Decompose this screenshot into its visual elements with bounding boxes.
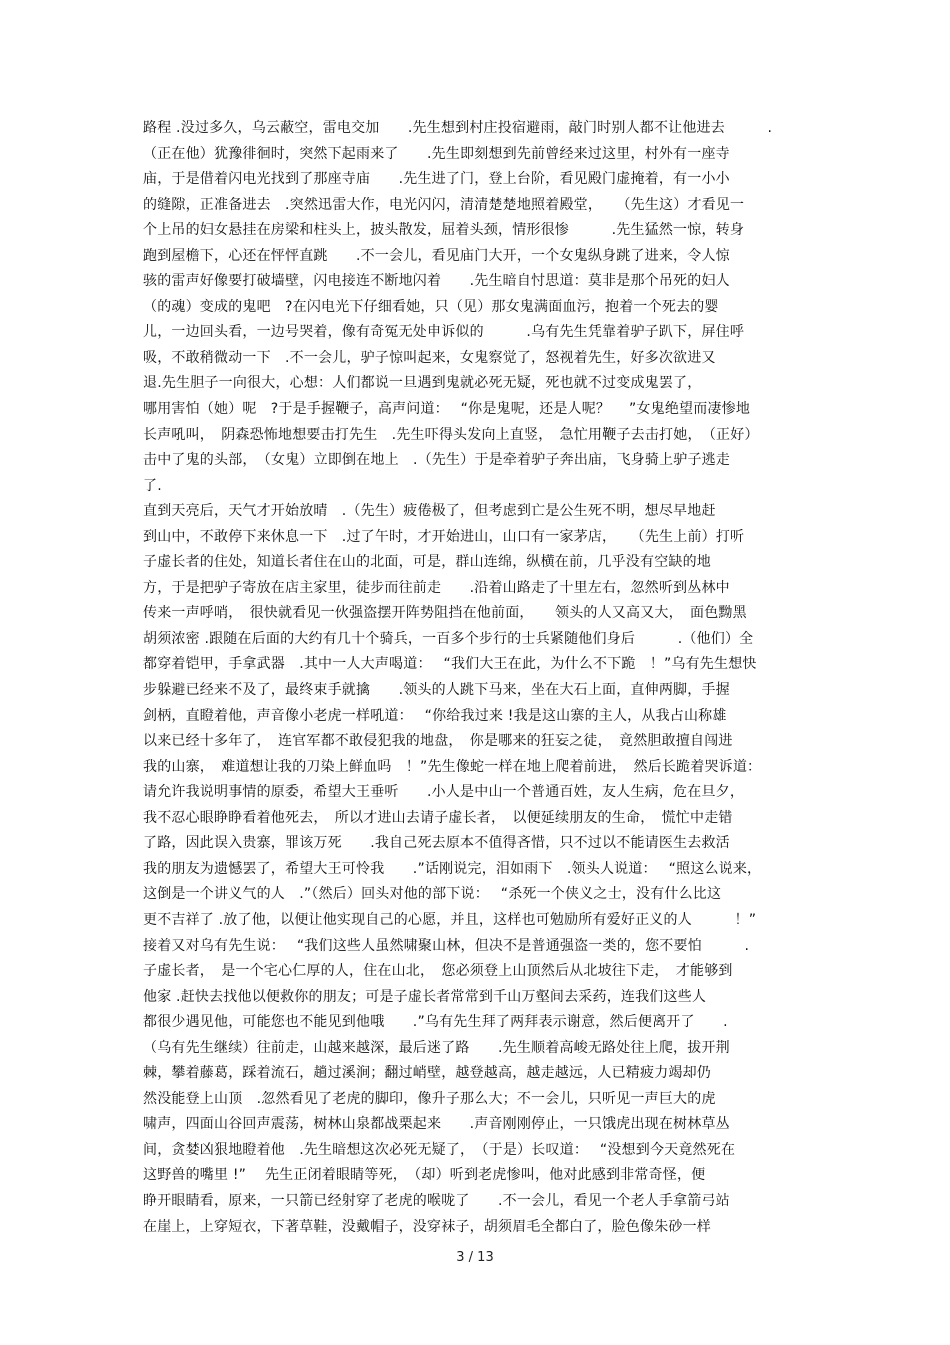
text-line: 请允许我说明事情的原委，希望大王垂听 .小人是中山一个普通百姓，友人生病，危在旦夕，	[143, 784, 745, 801]
text-line: 他家 .赶快去找他以便救你的朋友；可是子虚长者常常到千山万壑间去采药，连我们这些人	[143, 988, 707, 1005]
text-line: 我的朋友为遗憾罢了，希望大王可怜我 .”话刚说完，泪如雨下 .领头人说道： “照这么说来，	[143, 860, 762, 877]
text-line: 击中了鬼的头部， （女鬼）立即倒在地上 .（先生）于是牵着驴子奔出庙，飞身骑上驴子逃走	[143, 452, 731, 469]
text-line: （的魂）变成的鬼吧 ?在闪电光下仔细看她，只（见）那女鬼满面血污，抱着一个死去的婴	[143, 298, 719, 315]
text-line: 更不吉祥了 .放了他，以便让他实现自己的心愿，并且，这样也可勉励所有爱好正义的人 ！”	[143, 911, 757, 928]
text-line: 传来一声呼哨， 很快就看见一伙强盗摆开阵势阻挡在他前面， 领头的人又高又大， 面色黝黑	[143, 605, 747, 622]
text-line: 了路，因此误入贵寨，罪该万死 .我自己死去原本不值得吝惜，只不过以不能请医生去救活	[143, 835, 730, 852]
text-line: 的缝隙，正准备进去 .突然迅雷大作，电光闪闪，清清楚楚地照着殿堂， （先生这）才看见一	[143, 196, 745, 213]
text-line: 然没能登上山顶 .忽然看见了老虎的脚印，像升子那么大；不一会儿，只听见一声巨大的虎	[143, 1090, 716, 1107]
text-line: 子虚长者的住处，知道长者住在山的北面，可是，群山连绵，纵横在前，几乎没有空缺的地	[143, 554, 711, 571]
text-line: 了.	[143, 477, 162, 494]
text-line: 跑到屋檐下，心还在怦怦直跳 .不一会儿，看见庙门大开，一个女鬼纵身跳了进来，令人惊	[143, 247, 730, 264]
body-text	[143, 116, 823, 1240]
text-line: （乌有先生继续）往前走，山越来越深，最后迷了路 .先生顺着高峻无路处往上爬，拔开荆	[143, 1039, 730, 1056]
text-line: 啸声，四面山谷回声震荡，树林山泉都战栗起来 .声音刚刚停止，一只饿虎出现在树林草丛	[143, 1116, 730, 1133]
text-line: 在崖上，上穿短衣，下著草鞋，没戴帽子，没穿袜子，胡须眉毛全都白了，脸色像朱砂一样	[143, 1218, 711, 1235]
text-line: 退.先生胆子一向很大，心想：人们都说一旦遇到鬼就必死无疑，死也就不过变成鬼罢了，	[143, 375, 702, 392]
text-line: 个上吊的妇女悬挂在房梁和柱头上，披头散发，屈着头颈，情形很惨 .先生猛然一惊，转身	[143, 222, 745, 239]
text-line: 胡须浓密 .跟随在后面的大约有几十个骑兵，一百多个步行的士兵紧随他们身后 .（他们）全	[143, 630, 754, 647]
text-line: 这野兽的嘴里 !” 先生正闭着眼睛等死， （却）听到老虎惨叫，他对此感到非常奇怪，便	[143, 1167, 706, 1184]
text-line: 我不忍心眼睁睁看着他死去， 所以才进山去请子虚长者， 以便延续朋友的生命， 慌忙中走错	[143, 809, 733, 826]
text-line: 儿，一边回头看，一边号哭着，像有奇冤无处申诉似的 .乌有先生凭靠着驴子趴下，屏住呼	[143, 324, 745, 341]
text-line: 睁开眼睛看，原来，一只箭已经射穿了老虎的喉咙了 .不一会儿，看见一个老人手拿箭弓站	[143, 1192, 730, 1209]
text-line: 方，于是把驴子寄放在店主家里，徒步而往前走 .沿着山路走了十里左右，忽然听到丛林中	[143, 579, 730, 596]
text-line: 子虚长者， 是一个宅心仁厚的人，住在山北， 您必须登上山顶然后从北坡往下走， 才能够到	[143, 963, 733, 980]
text-line: 都很少遇见他，可能您也不能见到他哦 .”乌有先生拜了两拜表示谢意，然后便离开了 .	[143, 1014, 728, 1031]
text-line: 步躲避已经来不及了，最终束手就擒 .领头的人跳下马来，坐在大石上面，直伸两脚，手握	[143, 682, 730, 699]
text-line: 间，贪婪凶狠地瞪着他 .先生暗想这次必死无疑了， （于是）长叹道： “没想到今天竟然死在	[143, 1141, 736, 1158]
text-line: 接着又对乌有先生说： “我们这些人虽然啸聚山林，但决不是普通强盗一类的，您不要怕 .	[143, 937, 750, 954]
text-line: 这倒是一个讲义气的人 .”（然后）回头对他的部下说： “杀死一个侠义之士，没有什么比这	[143, 886, 722, 903]
text-line: 哪用害怕（她）呢 ?于是手握鞭子，高声问道： “你是鬼呢，还是人呢？ ”女鬼绝望而凄惨地	[143, 401, 751, 418]
text-line: 庙，于是借着闪电光找到了那座寺庙 .先生进了门，登上台阶，看见殿门虚掩着，有一小小	[143, 171, 730, 188]
text-line: 以来已经十多年了， 连官军都不敢侵犯我的地盘， 你是哪来的狂妄之徒， 竟然胆敢擅自闯进	[143, 733, 733, 750]
text-line: 长声吼叫， 阴森恐怖地想要击打先生 .先生吓得头发向上直竖， 急忙用鞭子去击打她， （正好）	[143, 426, 759, 443]
text-line: （正在他）犹豫徘徊时，突然下起雨来了 .先生即刻想到先前曾经来过这里，村外有一座寺	[143, 145, 730, 162]
text-line: 吸，不敢稍微动一下 .不一会儿，驴子惊叫起来，女鬼察觉了，怒视着先生，好多次欲进又	[143, 349, 716, 366]
text-line: 骇的雷声好像要打破墙壁，闪电接连不断地闪着 .先生暗自忖思道：莫非是那个吊死的妇人	[143, 273, 730, 290]
text-line: 直到天亮后，天气才开始放晴 .（先生）疲倦极了，但考虑到亡是公生死不明，想尽早地赶	[143, 503, 716, 520]
text-line: 我的山寨， 难道想让我的刀染上鲜血吗 ！”先生像蛇一样在地上爬着前进， 然后长跪着哭诉道：	[143, 758, 762, 775]
text-line: 路程 .没过多久，乌云蔽空，雷电交加 .先生想到村庄投宿避雨，敲门时别人都不让他进去 .	[143, 120, 773, 136]
text-line: 都穿着铠甲，手拿武器 .其中一人大声喝道： “我们大王在此，为什么不下跪 ！”乌有先生想快	[143, 656, 757, 673]
page-number: 3 / 13	[456, 1250, 494, 1265]
text-line: 到山中，不敢停下来休息一下 .过了午时，才开始进山，山口有一家茅店， （先生上前）打听	[143, 528, 745, 545]
text-line: 剑柄，直瞪着他，声音像小老虎一样吼道： “你给我过来 !我是这山寨的主人，从我占山称雄	[143, 707, 727, 724]
text-line: 棘，攀着藤葛，踩着流石，趟过溪涧；翻过峭壁，越登越高，越走越远，人已精疲力竭却仍	[143, 1065, 711, 1082]
